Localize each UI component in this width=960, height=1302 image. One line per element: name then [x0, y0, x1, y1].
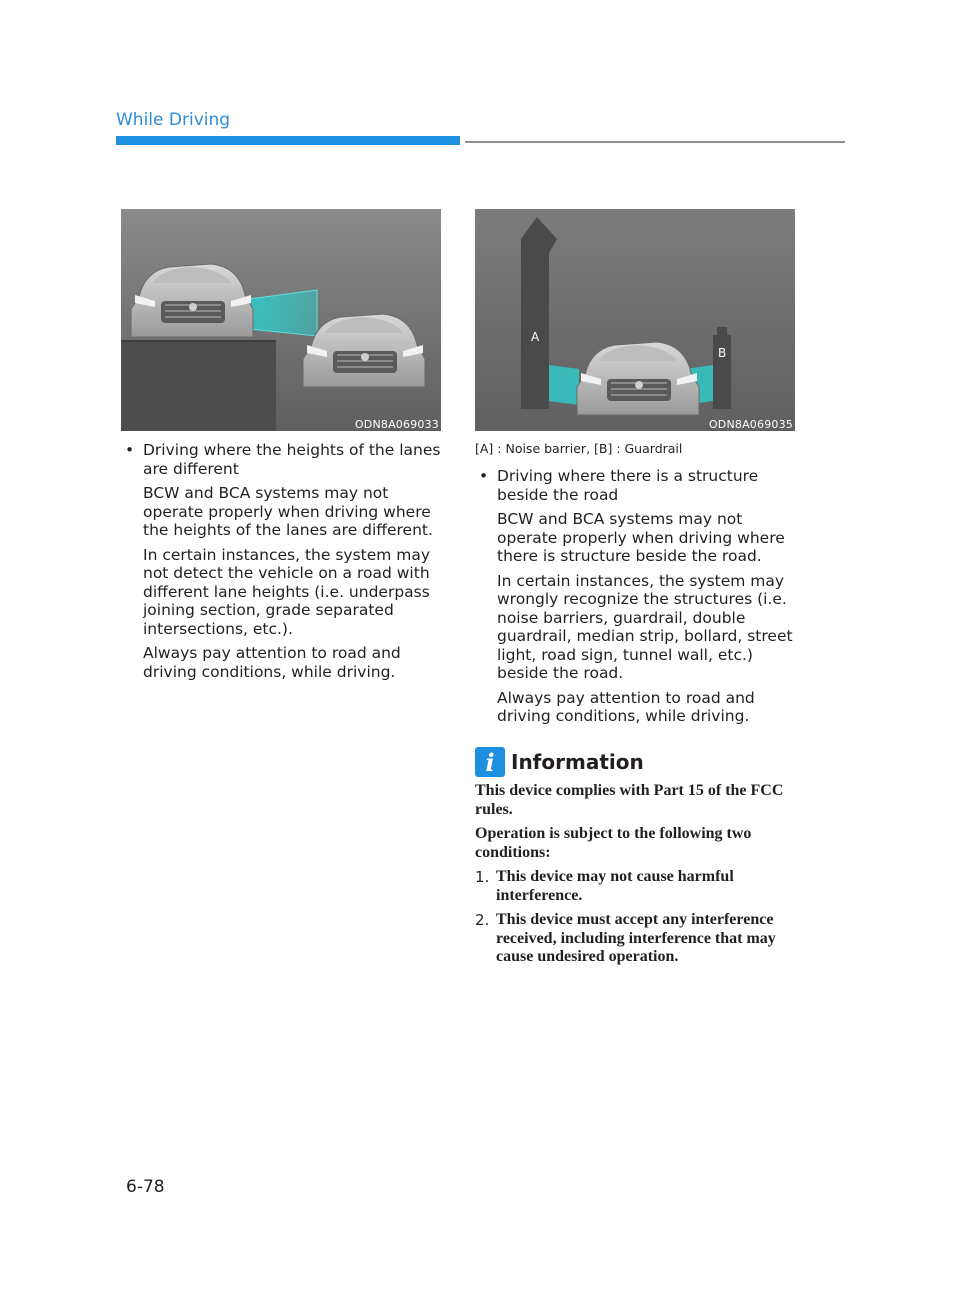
figure-code: ODN8A069035 — [708, 418, 793, 431]
bullet-item — [475, 467, 800, 504]
information-paragraph: Operation is subject to the following two conditions: — [475, 825, 752, 861]
item-number: 2. — [475, 911, 490, 929]
lane-heights-illustration — [121, 209, 441, 431]
bullet-item — [121, 441, 441, 478]
right-column — [475, 467, 800, 726]
numbered-item — [475, 868, 805, 905]
bullet-title: Driving where the heights of the lanes are different — [143, 441, 441, 478]
figure-code: ODN8A069033 — [354, 418, 439, 431]
page-number: 6-78 — [126, 1177, 165, 1197]
left-column — [121, 441, 441, 681]
paragraph: In certain instances, the system may wrongly recognize the structures (i.e. noise barriers, guardrail, double guardrail, median strip, bollard, street light, road sign, tunnel wall, etc.) beside the road. — [497, 571, 793, 682]
bullet-dot: • — [125, 441, 135, 459]
paragraph: BCW and BCA systems may not operate properly when driving where there is structure beside the road. — [497, 510, 785, 565]
paragraph: Always pay attention to road and driving conditions, while driving. — [143, 644, 401, 681]
paragraph: BCW and BCA systems may not operate properly when driving where the heights of the lanes are different. — [143, 484, 433, 539]
information-body — [475, 782, 805, 973]
header-rule-grey — [465, 141, 845, 143]
bullet-title: Driving where there is a structure beside the road — [497, 467, 759, 504]
numbered-item — [475, 911, 805, 967]
section-title: While Driving — [116, 110, 231, 130]
label-b: B — [718, 346, 727, 360]
information-header — [475, 746, 644, 778]
information-title: Information — [511, 750, 644, 774]
info-icon: i — [475, 747, 505, 777]
information-paragraph: This device complies with Part 15 of the FCC rules. — [475, 782, 784, 818]
label-a: A — [531, 330, 540, 344]
figure-structure-beside-road — [475, 209, 795, 431]
figure-caption: [A] : Noise barrier, [B] : Guardrail — [475, 441, 683, 456]
item-number: 1. — [475, 868, 490, 886]
paragraph: Always pay attention to road and driving conditions, while driving. — [497, 688, 755, 725]
item-text: This device must accept any interference received, including interference that may cause undesired operation. — [496, 911, 776, 965]
figure-lane-heights — [121, 209, 441, 431]
item-text: This device may not cause harmful interference. — [496, 868, 734, 904]
paragraph: In certain instances, the system may not detect the vehicle on a road with different lane heights (i.e. underpass joining section, grade separated intersections, etc.). — [143, 545, 431, 638]
bullet-dot: • — [479, 467, 489, 485]
structure-illustration — [475, 209, 795, 431]
header-rule-blue — [116, 136, 460, 145]
